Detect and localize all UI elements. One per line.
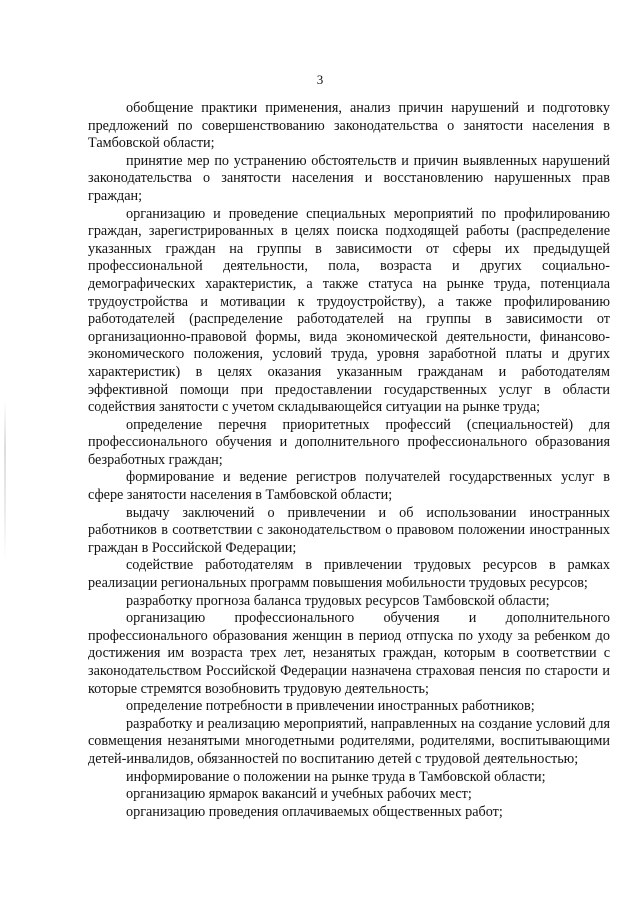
paragraph: разработку и реализацию мероприятий, направленных на создание условий для совмещения незанятыми многодетными родителями, родителями, воспитывающими детей-инвалидов, обязанностей по воспитанию детей с трудовой деятельностью; [88, 715, 610, 767]
paragraph: информирование о положении на рынке труда в Тамбовской области; [126, 768, 546, 785]
paragraph: организацию профессионального обучения и дополнительного профессионального образования женщин в период отпуска по уходу за ребенком до достижения им возраста трех лет, незанятых граждан, которым в соответствии с законодательством Российской Федерации назначена страховая пенсия по старости и которые стремятся возобновить трудовую деятельность; [88, 610, 610, 697]
paragraph: определение потребности в привлечении иностранных работников; [126, 698, 535, 715]
paragraph: определение перечня приоритетных профессий (специальностей) для профессионального обучения и дополнительного профессионального образования безработных граждан; [88, 416, 610, 468]
paragraph: принятие мер по устранению обстоятельств и причин выявленных нарушений законодательства о занятости населения и восстановлению нарушенных прав граждан; [88, 152, 610, 204]
paragraph: формирование и ведение регистров получателей государственных услуг в сфере занятости населения в Тамбовской области; [88, 469, 610, 504]
paragraph: содействие работодателям в привлечении трудовых ресурсов в рамках реализации региональных программ повышения мобильности трудовых ресурсов; [88, 557, 610, 592]
scan-margin-mark [4, 400, 6, 560]
paragraph: разработку прогноза баланса трудовых ресурсов Тамбовской области; [126, 592, 550, 609]
paragraph: обобщение практики применения, анализ причин нарушений и подготовку предложений по совершенствованию законодательства о занятости населения в Тамбовской области; [88, 100, 610, 152]
paragraph: организацию и проведение специальных мероприятий по профилированию граждан, зарегистрированных в целях поиска подходящей работы (распределение указанных граждан на группы в зависимости от сферы их предыдущей профессиональной деятельности, пола, возраста и других социально-демографических характеристик, а также статуса на рынке труда, потенциала трудоустройства и мотивации к трудоустройству), а также профилированию работодателей (распределение работодателей на группы в зависимости от организационно-правовой формы, вида экономической деятельности, финансово-экономического положения, условий труда, уровня заработной платы и других характеристик) в целях оказания указанным гражданам и работодателям эффективной помощи при предоставлении государственных услуг в области содействия занятости с учетом складывающейся ситуации на рынке труда; [88, 205, 610, 416]
document-body [88, 100, 610, 821]
paragraph: организацию ярмарок вакансий и учебных рабочих мест; [126, 786, 472, 803]
page-number: 3 [316, 72, 324, 87]
paragraph: организацию проведения оплачиваемых общественных работ; [126, 803, 503, 820]
paragraph: выдачу заключений о привлечении и об использовании иностранных работников в соответствии с законодательством о правовом положении иностранных граждан в Российской Федерации; [88, 504, 610, 556]
